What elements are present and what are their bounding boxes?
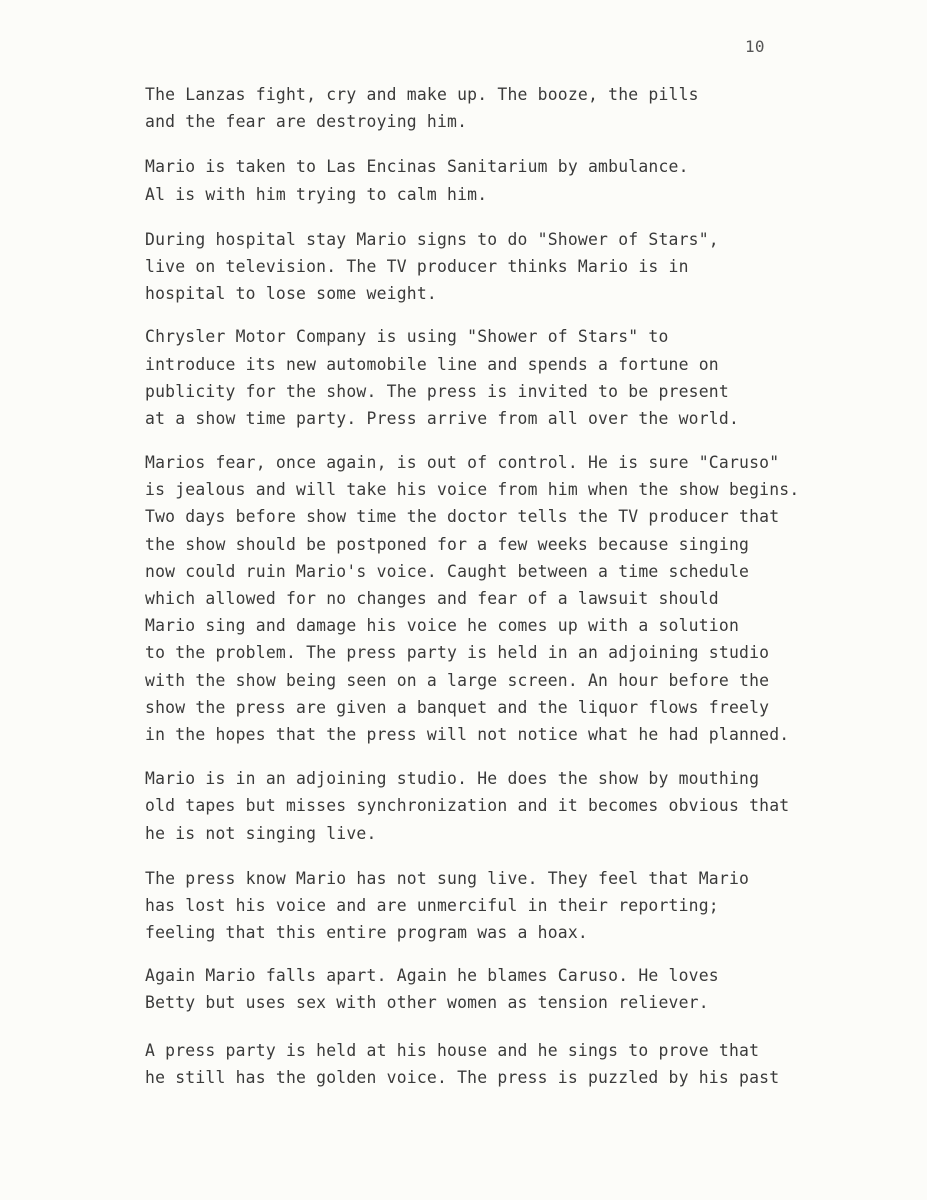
text-line: he still has the golden voice. The press is puzzled by his past [145, 1067, 780, 1087]
text-line: Again Mario falls apart. Again he blames Caruso. He loves [145, 966, 719, 986]
text-line: Two days before show time the doctor tells the TV producer that [145, 507, 780, 527]
paragraph [145, 865, 885, 947]
text-line: and the fear are destroying him. [145, 112, 468, 132]
text-line: live on television. The TV producer thinks Mario is in [145, 256, 689, 276]
text-line: The Lanzas fight, cry and make up. The booze, the pills [145, 85, 699, 104]
text-line: Al is with him trying to calm him. [145, 184, 488, 204]
text-line: The press know Mario has not sung live. They feel that Mario [145, 868, 750, 888]
page-number: 10 [745, 37, 765, 56]
paragraph [145, 153, 885, 207]
text-line: has lost his voice and are unmerciful in their reporting; [145, 895, 719, 915]
text-line: to the problem. The press party is held in an adjoining studio [145, 643, 770, 663]
text-line: feeling that this entire program was a hoax. [145, 923, 588, 943]
text-line: hospital to lose some weight. [145, 284, 437, 304]
paragraph [145, 1037, 885, 1091]
paragraph [145, 962, 885, 1016]
body-text [145, 81, 885, 1091]
text-line: introduce its new automobile line and spends a fortune on [145, 354, 719, 374]
text-line: with the show being seen on a large screen. An hour before the [145, 670, 770, 690]
text-line: A press party is held at his house and he sings to prove that [145, 1040, 760, 1060]
text-line: Betty but uses sex with other women as tension reliever. [145, 993, 709, 1013]
text-line: Mario sing and damage his voice he comes up with a solution [145, 616, 740, 636]
text-line: which allowed for no changes and fear of a lawsuit should [145, 589, 719, 608]
text-line: he is not singing live. [145, 823, 377, 843]
text-line: in the hopes that the press will not notice what he had planned. [145, 724, 790, 744]
paragraph [145, 765, 885, 847]
text-line: the show should be postponed for a few weeks because singing [145, 534, 750, 554]
text-line: old tapes but misses synchronization and it becomes obvious that [145, 796, 790, 816]
text-line: publicity for the show. The press is invited to be present [145, 381, 729, 401]
text-line: Chrysler Motor Company is using "Shower of Stars" to [145, 327, 669, 347]
text-line: Mario is taken to Las Encinas Sanitarium by ambulance. [145, 157, 689, 177]
paragraph [145, 449, 885, 748]
text-line: Mario is in an adjoining studio. He does the show by mouthing [145, 769, 760, 789]
paragraph [145, 226, 885, 308]
text-line: Marios fear, once again, is out of control. He is sure "Caruso" [145, 453, 780, 473]
paragraph [145, 81, 885, 135]
text-line: at a show time party. Press arrive from all over the world. [145, 408, 740, 428]
text-line: During hospital stay Mario signs to do "Shower of Stars", [145, 229, 719, 249]
text-line: is jealous and will take his voice from him when the show begins. [145, 480, 800, 500]
paragraph [145, 323, 885, 432]
text-line: show the press are given a banquet and the liquor flows freely [145, 697, 770, 717]
text-line: now could ruin Mario's voice. Caught between a time schedule [145, 561, 750, 581]
